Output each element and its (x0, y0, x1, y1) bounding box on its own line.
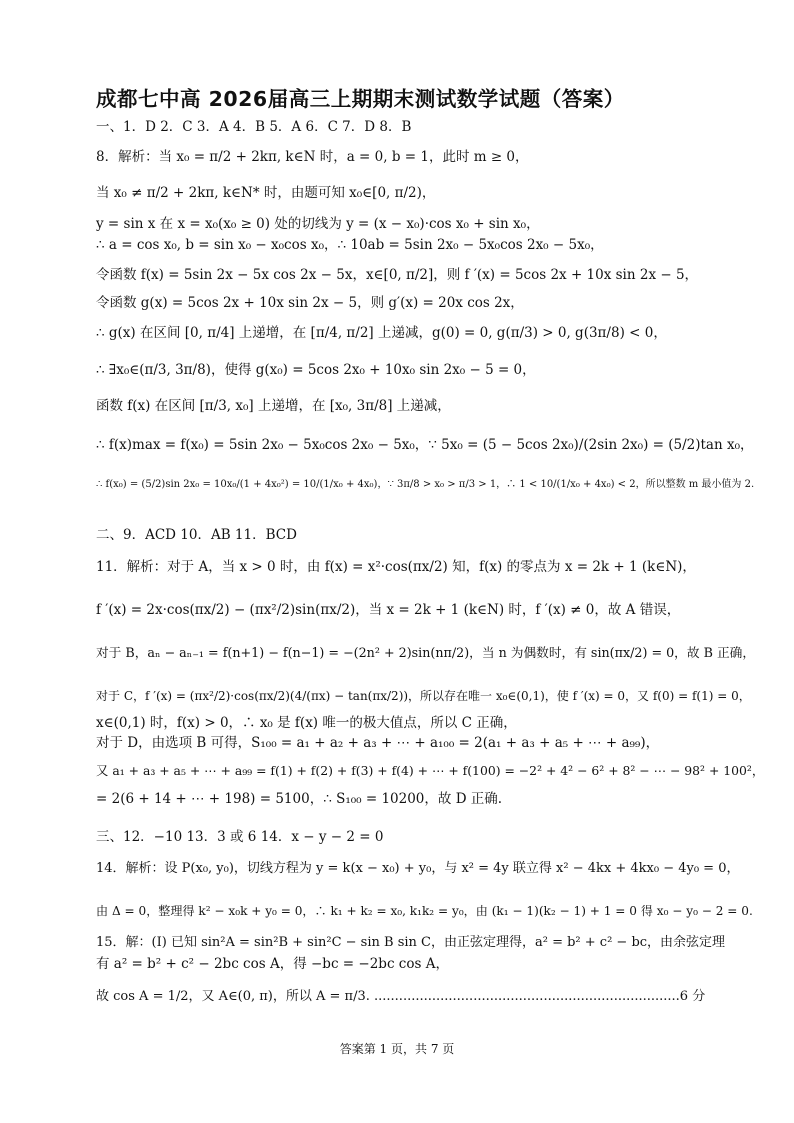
q15-line-1: 有 a² = b² + c² − 2bc cos A，得 −bc = −2bc cos A， (96, 956, 449, 972)
q11-line-5: 对于 D，由选项 B 可得，S₁₀₀ = a₁ + a₂ + a₃ + ⋯ + a₁₀₀ = 2(a₁ + a₃ + a₅ + ⋯ + a₉₉)， (96, 735, 660, 751)
page-title: 成都七中高 2026届高三上期期末测试数学试题（答案） (96, 87, 625, 111)
q11-line-2: 对于 B，aₙ − aₙ₋₁ = f(n+1) − f(n−1) = −(2n² + 2)sin(nπ/2)，当 n 为偶数时，有 sin(πx/2) = 0，故 B 正确， (96, 645, 756, 660)
q8-line-3: ∴ a = cos x₀, b = sin x₀ − x₀cos x₀，∴ 10ab = 5sin 2x₀ − 5x₀cos 2x₀ − 5x₀， (96, 237, 604, 253)
q8-line-4: 令函数 f(x) = 5sin 2x − 5x cos 2x − 5x，x∈[0, π/2]，则 f ′(x) = 5cos 2x + 10x sin 2x − 5， (96, 267, 699, 283)
q15-line-2: 故 cos A = 1/2，又 A∈(0, π)，所以 A = π/3. ..........................................................................6 分 (96, 989, 706, 1004)
section1-answers: 一、1．D 2．C 3．A 4．B 5．A 6．C 7．D 8．B (96, 119, 412, 135)
q15-line-0: 15．解：(I) 已知 sin²A = sin²B + sin²C − sin B sin C，由正弦定理得，a² = b² + c² − bc，由余弦定理 (96, 935, 726, 950)
q11-line-0: 11．解析：对于 A，当 x > 0 时，由 f(x) = x²·cos(πx/2) 知，f(x) 的零点为 x = 2k + 1 (k∈N)， (96, 559, 696, 575)
q11-line-1: f ′(x) = 2x·cos(πx/2) − (πx²/2)sin(πx/2)，当 x = 2k + 1 (k∈N) 时，f ′(x) ≠ 0，故 A 错误， (96, 602, 681, 618)
q11-line-6: 又 a₁ + a₃ + a₅ + ⋯ + a₉₉ = f(1) + f(2) + f(3) + f(4) + ⋯ + f(100) = −2² + 4² − 6² + 8² − ⋯ − 98² + 100²， (96, 763, 765, 778)
q8-line-5: 令函数 g(x) = 5cos 2x + 10x sin 2x − 5，则 g′(x) = 20x cos 2x， (96, 295, 524, 311)
q8-line-0: 8．解析：当 x₀ = π/2 + 2kπ, k∈N 时，a = 0, b = 1，此时 m ≥ 0， (96, 149, 529, 165)
page-footer: 答案第 1 页，共 7 页 (339, 1042, 455, 1056)
q8-line-1: 当 x₀ ≠ π/2 + 2kπ, k∈N* 时，由题可知 x₀∈[0, π/2)， (96, 185, 436, 201)
q11-line-7: = 2(6 + 14 + ⋯ + 198) = 5100，∴ S₁₀₀ = 10200，故 D 正确. (96, 791, 503, 807)
q8-line-7: ∴ ∃x₀∈(π/3, 3π/8)，使得 g(x₀) = 5cos 2x₀ + 10x₀ sin 2x₀ − 5 = 0， (96, 362, 536, 378)
q8-line-2: y = sin x 在 x = x₀(x₀ ≥ 0) 处的切线为 y = (x − x₀)·cos x₀ + sin x₀， (96, 216, 540, 232)
q8-line-8: 函数 f(x) 在区间 [π/3, x₀] 上递增，在 [x₀, 3π/8] 上递减， (96, 398, 451, 414)
section3-answers: 三、12．−10 13．3 或 6 14．x − y − 2 = 0 (96, 829, 384, 845)
q8-line-6: ∴ g(x) 在区间 [0, π/4] 上递增，在 [π/4, π/2] 上递减，g(0) = 0, g(π/3) > 0, g(3π/8) < 0， (96, 325, 667, 341)
q14-line-1: 由 Δ = 0，整理得 k² − x₀k + y₀ = 0，∴ k₁ + k₂ = x₀, k₁k₂ = y₀，由 (k₁ − 1)(k₂ − 1) + 1 = 0 得 x₀ − y₀ − 2 = 0. (96, 904, 753, 918)
q11-line-4: x∈(0,1) 时，f(x) > 0，∴ x₀ 是 f(x) 唯一的极大值点，所以 C 正确， (96, 715, 517, 731)
section2-answers: 二、9．ACD 10．AB 11．BCD (96, 527, 297, 543)
q11-line-3: 对于 C，f ′(x) = (πx²/2)·cos(πx/2)(4/(πx) − tan(πx/2))，所以存在唯一 x₀∈(0,1)，使 f ′(x) = 0，又 f(0) = f(1) = 0， (96, 689, 751, 703)
q14-line-0: 14．解析：设 P(x₀, y₀)，切线方程为 y = k(x − x₀) + y₀，与 x² = 4y 联立得 x² − 4kx + 4kx₀ − 4y₀ = 0， (96, 861, 740, 876)
q8-line-10: ∴ f(x₀) = (5/2)sin 2x₀ = 10x₀/(1 + 4x₀²) = 10/(1/x₀ + 4x₀)，∵ 3π/8 > x₀ > π/3 > 1，∴ 1 < 10/(1/x₀ + 4x₀) < 2，所以整数 m 最小值为 2. (96, 479, 755, 490)
q8-line-9: ∴ f(x)max = f(x₀) = 5sin 2x₀ − 5x₀cos 2x₀ − 5x₀，∵ 5x₀ = (5 − 5cos 2x₀)/(2sin 2x₀) = (5/2)tan x₀， (96, 437, 754, 453)
